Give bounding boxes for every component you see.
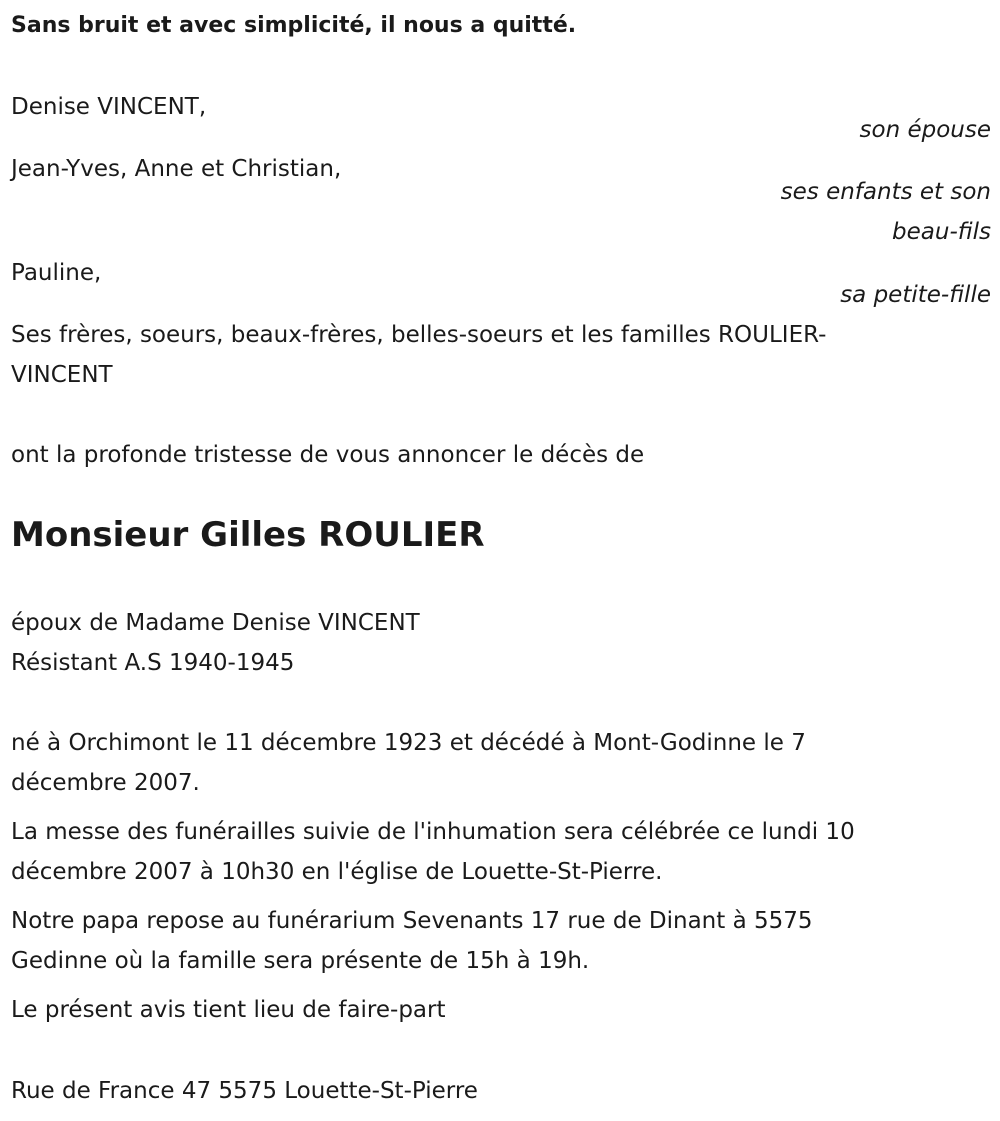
birth-death-line2: décembre 2007. [11,770,200,796]
funerarium-line1: Notre papa repose au funérarium Sevenants 17 rue de Dinant à 5575 [11,908,813,934]
funeral-line2: décembre 2007 à 10h30 en l'église de Louette-St-Pierre. [11,859,663,885]
notice-text: Le présent avis tient lieu de faire-part [11,997,446,1023]
intro-text: Sans bruit et avec simplicité, il nous a quitté. [11,13,577,38]
funeral-line1: La messe des funérailles suivie de l'inhumation sera célébrée ce lundi 10 [11,819,855,845]
family-member-children: Jean-Yves, Anne et Christian, [11,156,342,182]
resistance-detail: Résistant A.S 1940-1945 [11,650,295,676]
deceased-name: Monsieur Gilles ROULIER [11,515,485,555]
announcement-text: ont la profonde tristesse de vous annoncer le décès de [11,442,645,468]
birth-death-line1: né à Orchimont le 11 décembre 1923 et décédé à Mont-Godinne le 7 [11,730,806,756]
extended-family-line1: Ses frères, soeurs, beaux-frères, belles-soeurs et les familles ROULIER- [11,322,827,348]
family-member-spouse: Denise VINCENT, [11,94,207,120]
obituary-notice [11,0,991,1121]
family-role-children-line2: beau-fils [892,219,991,245]
family-role-spouse: son épouse [859,117,991,143]
family-role-granddaughter: sa petite-fille [840,282,991,308]
extended-family-line2: VINCENT [11,362,113,388]
address-text: Rue de France 47 5575 Louette-St-Pierre [11,1078,478,1104]
funerarium-line2: Gedinne où la famille sera présente de 15h à 19h. [11,948,590,974]
family-member-granddaughter: Pauline, [11,260,102,286]
family-role-children-line1: ses enfants et son [780,179,991,205]
spouse-detail: époux de Madame Denise VINCENT [11,610,420,636]
